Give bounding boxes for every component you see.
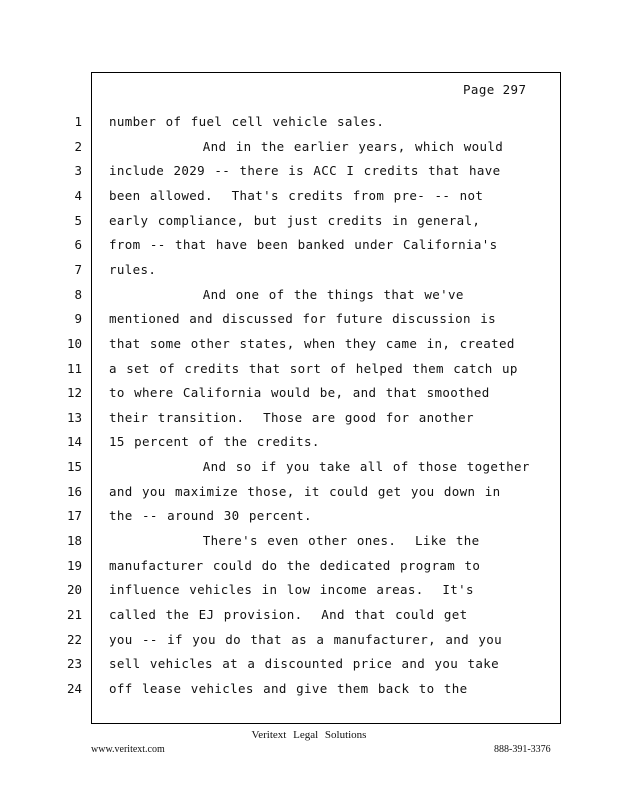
line-number: 11 bbox=[66, 361, 82, 376]
transcript-line: called the EJ provision. And that could get bbox=[109, 607, 468, 622]
line-number: 3 bbox=[74, 163, 82, 178]
transcript-line: the -- around 30 percent. bbox=[109, 508, 312, 523]
transcript-line: sell vehicles at a discounted price and you take bbox=[109, 656, 500, 671]
transcript-line: off lease vehicles and give them back to the bbox=[109, 681, 468, 696]
transcript-line: a set of credits that sort of helped them catch up bbox=[109, 361, 518, 376]
line-number: 15 bbox=[66, 459, 82, 474]
line-number: 6 bbox=[74, 237, 82, 252]
line-number: 14 bbox=[66, 434, 82, 449]
line-number: 7 bbox=[74, 262, 82, 277]
line-number: 9 bbox=[74, 311, 82, 326]
line-number: 5 bbox=[74, 213, 82, 228]
line-number: 8 bbox=[74, 287, 82, 302]
transcript-line: There's even other ones. Like the bbox=[109, 533, 480, 548]
transcript-line: manufacturer could do the dedicated program to bbox=[109, 558, 481, 573]
line-number: 12 bbox=[66, 385, 82, 400]
line-number: 19 bbox=[66, 558, 82, 573]
line-number: 4 bbox=[74, 188, 82, 203]
line-number: 22 bbox=[66, 632, 82, 647]
transcript-line: include 2029 -- there is ACC I credits that have bbox=[109, 163, 501, 178]
transcript-line: to where California would be, and that smoothed bbox=[109, 385, 490, 400]
footer-website: www.veritext.com bbox=[91, 744, 165, 755]
line-number: 2 bbox=[74, 139, 82, 154]
line-number: 24 bbox=[66, 681, 82, 696]
transcript-line: their transition. Those are good for another bbox=[109, 410, 474, 425]
page-number: Page 297 bbox=[463, 82, 527, 97]
line-number: 16 bbox=[66, 484, 82, 499]
transcript-line: And one of the things that we've bbox=[109, 287, 464, 302]
transcript-line: rules. bbox=[109, 262, 157, 277]
transcript-line: been allowed. That's credits from pre- -- not bbox=[109, 188, 484, 203]
line-number: 20 bbox=[66, 582, 82, 597]
transcript-line: influence vehicles in low income areas. It's bbox=[109, 582, 474, 597]
transcript-line: and you maximize those, it could get you down in bbox=[109, 484, 501, 499]
transcript-line: from -- that have been banked under California's bbox=[109, 237, 498, 252]
line-number: 10 bbox=[66, 336, 82, 351]
line-number: 23 bbox=[66, 656, 82, 671]
transcript-line: And in the earlier years, which would bbox=[109, 139, 504, 154]
line-number: 21 bbox=[66, 607, 82, 622]
footer-company: Veritext Legal Solutions bbox=[251, 729, 367, 741]
transcript-line: number of fuel cell vehicle sales. bbox=[109, 114, 385, 129]
line-number: 1 bbox=[74, 114, 82, 129]
line-number: 18 bbox=[66, 533, 82, 548]
line-number: 17 bbox=[66, 508, 82, 523]
transcript-line: 15 percent of the credits. bbox=[109, 434, 320, 449]
transcript-line: you -- if you do that as a manufacturer, and you bbox=[109, 632, 503, 647]
transcript-line: And so if you take all of those together bbox=[109, 459, 530, 474]
transcript-line: mentioned and discussed for future discussion is bbox=[109, 311, 497, 326]
line-number: 13 bbox=[66, 410, 82, 425]
transcript-line: early compliance, but just credits in general, bbox=[109, 213, 481, 228]
transcript-line: that some other states, when they came in, created bbox=[109, 336, 515, 351]
footer-phone: 888-391-3376 bbox=[494, 744, 551, 755]
